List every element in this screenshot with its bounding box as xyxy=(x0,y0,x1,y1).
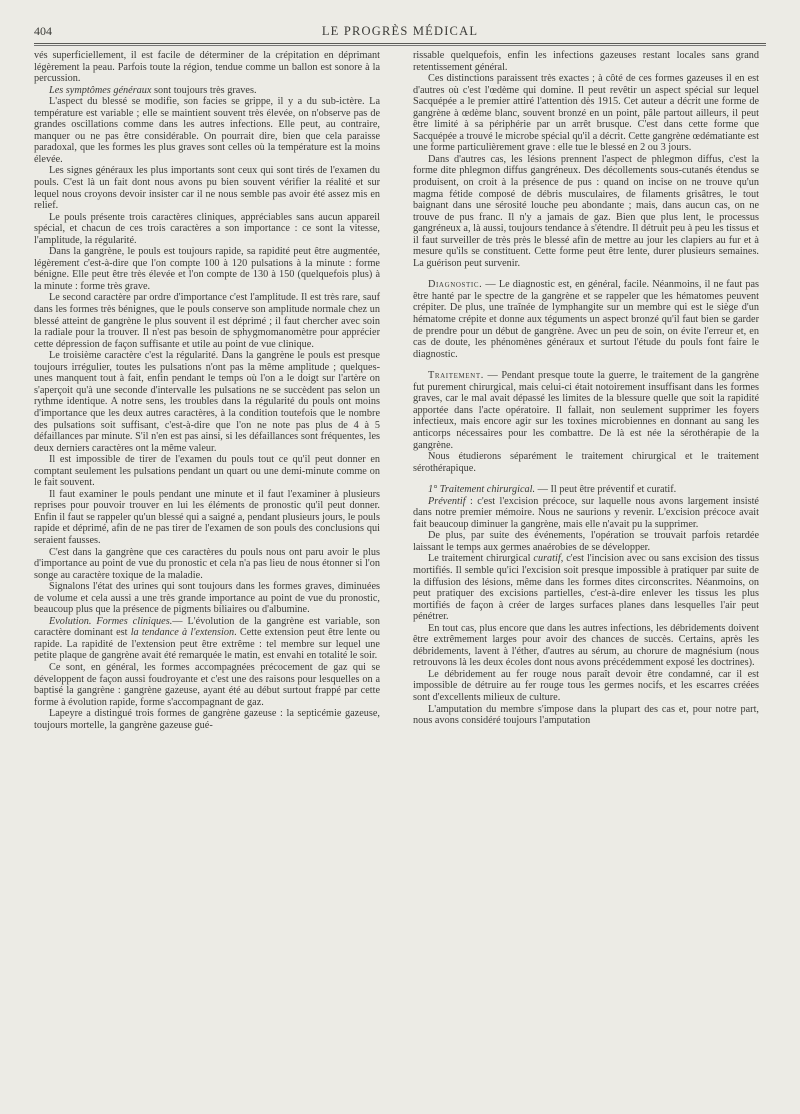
paragraph xyxy=(413,279,759,360)
paragraph-text: . Cette extension peut être lente ou rapide. La rapidité de l'extension peut être extrême : tel membre sur lequel une petite plaque de gangrène avait été remarquée le matin, est envahi en totalité le soir. xyxy=(34,627,381,662)
running-title: LE PROGRÈS MÉDICAL xyxy=(321,24,479,38)
section-heading: 1° Traitement chirurgical. xyxy=(428,484,536,496)
page-header xyxy=(34,24,766,44)
paragraph: Le débridement au fer rouge nous paraît devoir être condamné, car il est impossible de détruire au fer rouge tous les germes nocifs, et les escarres créées sont d'excellents milieux de culture. xyxy=(413,668,759,703)
paragraph: En tout cas, plus encore que dans les autres infections, les débridements doivent être extrêmement larges pour avoir des chances de succès. Certains, après les débridements, lavent à l'éther, d'autres au sérum, au chorure de magnésium (nous retrouvons là les deux écoles dont nous avons précédemment exposé les doctrines). xyxy=(413,622,759,669)
paragraph-text: — Pendant presque toute la guerre, le traitement de la gangrène fut purement chirurgical, mais celui-ci était notoirement insuffisant dans les formes graves, car le mal avait dépassé les limites de la blessure quelle que soit la rapidité apportée dans l'acte opératoire. Il fallait, non seulement supprimer les foyers infectieux, mais encore agir sur les toxines microbiennes en donnant au sang les anticorps nécessaires pour les combattre. De là est née la sérothérapie de la gangrène. xyxy=(413,370,759,451)
paragraph-text: : c'est l'excision précoce, sur laquelle nous avons largement insisté dans notre premier mémoire. Nous ne saurions y revenir. L'excision précoce avait fait beaucoup diminuer la gangrène, mais elle n'avait pu la supprimer. xyxy=(413,495,759,530)
paragraph xyxy=(413,370,759,451)
paragraph-text: sont toujours très graves. xyxy=(151,84,257,96)
paragraph xyxy=(34,616,380,662)
paragraph xyxy=(413,484,759,496)
paragraph: Dans la gangrène, le pouls est toujours rapide, sa rapidité peut être augmentée, légèrement c'est-à-dire que l'on compte 100 à 120 pulsations à la minute : forme bénigne. Elle peut être très élevée et l'on compte de 130 à 150 (quelquefois plus) à la minute : forme très grave. xyxy=(34,246,380,292)
paragraph-text: , c'est l'incision avec ou sans excision des tissus mortifiés. Il semble qu'ici l'excision soit presque impossible à pratiquer par suite de la diffusion des lésions, même dans les formes dites circonscrites. Néanmoins, on peut pratiquer des excisions partielles, c'est-à-dire enlever les tissus les plus mortifiés de façon à créer de larges surfaces planes dans lesquelles l'air peut pénétrer. xyxy=(413,553,760,623)
paragraph: L'aspect du blessé se modifie, son facies se grippe, il y a du sub-ictère. La température est variable ; elle se maintient souvent très élevée, on n'observe pas de grandes oscillations comme dans les autres infections. Elle peut, au contraire, manquer ou ne pas être considérable. On pourrait dire, bien que cela paraisse paradoxal, que les formes les plus graves sont celles où la température est la moins élevée. xyxy=(34,96,380,165)
left-column xyxy=(34,50,380,731)
paragraph: Ces distinctions paraissent très exactes ; à côté de ces formes gazeuses il en est d'autres où c'est l'œdème qui domine. Il peut revêtir un aspect spécial sur lequel Sacquépée a le premier attiré l'attention dès 1915. Cet auteur a décrit une forme de gangrène à œdème blanc, souvent bronzé en un point, pâle partout ailleurs, il peut être limité à sa périphérie par un arrêt brusque. C'est dans cette forme que Sacquépée a trouvé le microbe spécial qu'il a décrit. Cette gangrène œdématiante est une forme particulièrement grave : elle tue le blessé en 2 ou 3 jours. xyxy=(413,73,759,154)
emphasis: curatif xyxy=(533,553,561,565)
paragraph: vés superficiellement, il est facile de déterminer de la crépitation en déprimant légèrement la peau. Parfois toute la région, tendue comme un ballon est sonore à la percussion. xyxy=(34,50,380,85)
paragraph: Nous étudierons séparément le traitement chirurgical et le traitement sérothérapique. xyxy=(413,451,759,474)
section-heading: Evolution. Formes cliniques. xyxy=(49,615,173,627)
paragraph: Il faut examiner le pouls pendant une minute et il faut l'examiner à plusieurs reprises pour pouvoir trouver en lui les éléments de pronostic qu'il peut donner. Enfin il faut se rappeler qu'un blessé qui a saigné a, pendant plusieurs jours, le pouls rapide et déprimé, afin de ne pas tirer de l'examen de son pouls des conclusions qui seraient fausses. xyxy=(34,488,380,546)
paragraph: Le troisième caractère c'est la régularité. Dans la gangrène le pouls est presque toujours irrégulier, toutes les pulsations n'ont pas la même amplitude ; quelques-unes manquent tout à fait, enfin pendant le temps où l'on a le doigt sur l'artère on s'aperçoit qu'à une seconde d'intervalle les pulsations ne se succèdent pas selon un rythme identique. A notre sens, les troubles dans la régularité du pouls ont moins d'importance que les deux autres caractères, à la condition toutefois que le nombre des pulsations soit suffisant, c'est-à-dire que l'on ne note pas plus de 4 à 5 défaillances par minute. S'il n'en est pas ainsi, si les défaillances sont fréquentes, les deux derniers caractères ont la même valeur. xyxy=(34,350,380,454)
header-rule xyxy=(34,43,766,46)
emphasis: la tendance à l'extension xyxy=(130,627,235,639)
paragraph: Le pouls présente trois caractères cliniques, appréciables sans aucun appareil spécial, et chacun de ces trois caractères a son importance : ce sont la vitesse, l'amplitude, la régularité. xyxy=(34,211,380,246)
paragraph: Les signes généraux les plus importants sont ceux qui sont tirés de l'examen du pouls. C'est là un fait dont nous avons pu bien souvent vérifier la réalité et sur lequel nous croyons devoir insister car il ne nous semble pas avoir été assez mis en relief. xyxy=(34,165,380,212)
paragraph: De plus, par suite des événements, l'opération se trouvait parfois retardée laissant le temps aux germes anaérobies de se développer. xyxy=(413,530,759,553)
paragraph: Il est impossible de tirer de l'examen du pouls tout ce qu'il peut donner en comptant seulement les pulsations pendant un quart ou une demi-minute comme on le fait souvent. xyxy=(34,454,380,489)
paragraph: Ce sont, en général, les formes accompagnées précocement de gaz qui se développent de façon aussi foudroyante et c'est une des raisons pour lesquelles on a baptisé la gangrène : gangrène gazeuse, ayant été au début surtout frappé par cette forme à évolution rapide, forme s'accompagnant de gaz. xyxy=(34,661,380,708)
paragraph xyxy=(413,496,759,531)
page-number: 404 xyxy=(34,24,52,38)
paragraph: L'amputation du membre s'impose dans la plupart des cas et, pour notre part, nous avons considéré toujours l'amputation xyxy=(413,703,759,727)
paragraph: Lapeyre a distingué trois formes de gangrène gazeuse : la septicémie gazeuse, toujours mortelle, la gangrène gazeuse gué- xyxy=(34,708,380,731)
paragraph: Signalons l'état des urines qui sont toujours dans les formes graves, diminuées de volume et cela aussi a une très grande importance au point de vue du pronostic, beaucoup plus que la présence de pigments biliaires ou d'albumine. xyxy=(34,581,380,616)
paragraph-text: Le traitement chirurgical xyxy=(428,553,534,565)
paragraph xyxy=(413,553,759,622)
section-heading: Traitement. xyxy=(428,370,484,382)
paragraph: C'est dans la gangrène que ces caractères du pouls nous ont paru avoir le plus d'importance au point de vue du pronostic et cela n'a pas lieu de nous étonner si l'on songe au caractère toxique de la maladie. xyxy=(34,546,380,581)
paragraph: Le second caractère par ordre d'importance c'est l'amplitude. Il est très rare, sauf dans les formes très bénignes, que le pouls conserve son amplitude normale chez un blessé atteint de gangrène le plus souvent il est déprimé ; il faut chercher avec soin la radiale pour la trouver. Il n'est pas besoin de sphygmomanomètre pour apprécier cette dépression de façon suffisante et utile au point de vue clinique. xyxy=(34,292,380,350)
paragraph: Dans d'autres cas, les lésions prennent l'aspect de phlegmon diffus, c'est la forme dite phlegmon diffus gangréneux. Des décollements sous-cutanés étendus se produisent, on croit à la présence de pus : quand on incise on ne trouve qu'un magma fétide composé de débris musculaires, de filaments grisâtres, le tout baignant dans une sérosité louche peu abondante ; mais, dans aucun cas, on ne trouve de pus franc. Il n'y a jamais de gaz. Bien que plus lent, le processus gangréneux a, là aussi, toujours tendance à s'étendre. Il détruit peu à peu les tissus et il faut surveiller de très près le blessé afin de mettre au jour les clapiers au fur et à mesure qu'ils se constituent. Cette forme peut être lente, durer plusieurs semaines. La guérison peut survenir. xyxy=(413,153,759,269)
right-column xyxy=(413,50,759,727)
section-heading: Diagnostic. xyxy=(428,279,483,291)
section-heading: Préventif xyxy=(428,495,466,507)
section-heading: Les symptômes généraux xyxy=(49,84,152,96)
paragraph-text: — L'évolution de la gangrène est variable, son caractère dominant est xyxy=(34,615,380,639)
paragraph-text: — Le diagnostic est, en général, facile. Néanmoins, il ne faut pas être hanté par le spectre de la gangrène et se rappeler que les hématomes peuvent crépiter. De plus, une traînée de lymphangite sur un membre qui est le siège d'un hématome crépite et donne aux téguments un aspect bronzé qu'il faut bien se garder de prendre pour un début de gangrène. Avec un peu de soin, on évite l'erreur et, en cas de doute, les phénomènes généraux et surtout l'étude du pouls font faire le diagnostic. xyxy=(413,279,759,360)
paragraph xyxy=(34,85,380,97)
paragraph: rissable quelquefois, enfin les infections gazeuses restant locales sans grand retentissement général. xyxy=(413,50,759,73)
paragraph-text: — Il peut être préventif et curatif. xyxy=(535,484,677,496)
